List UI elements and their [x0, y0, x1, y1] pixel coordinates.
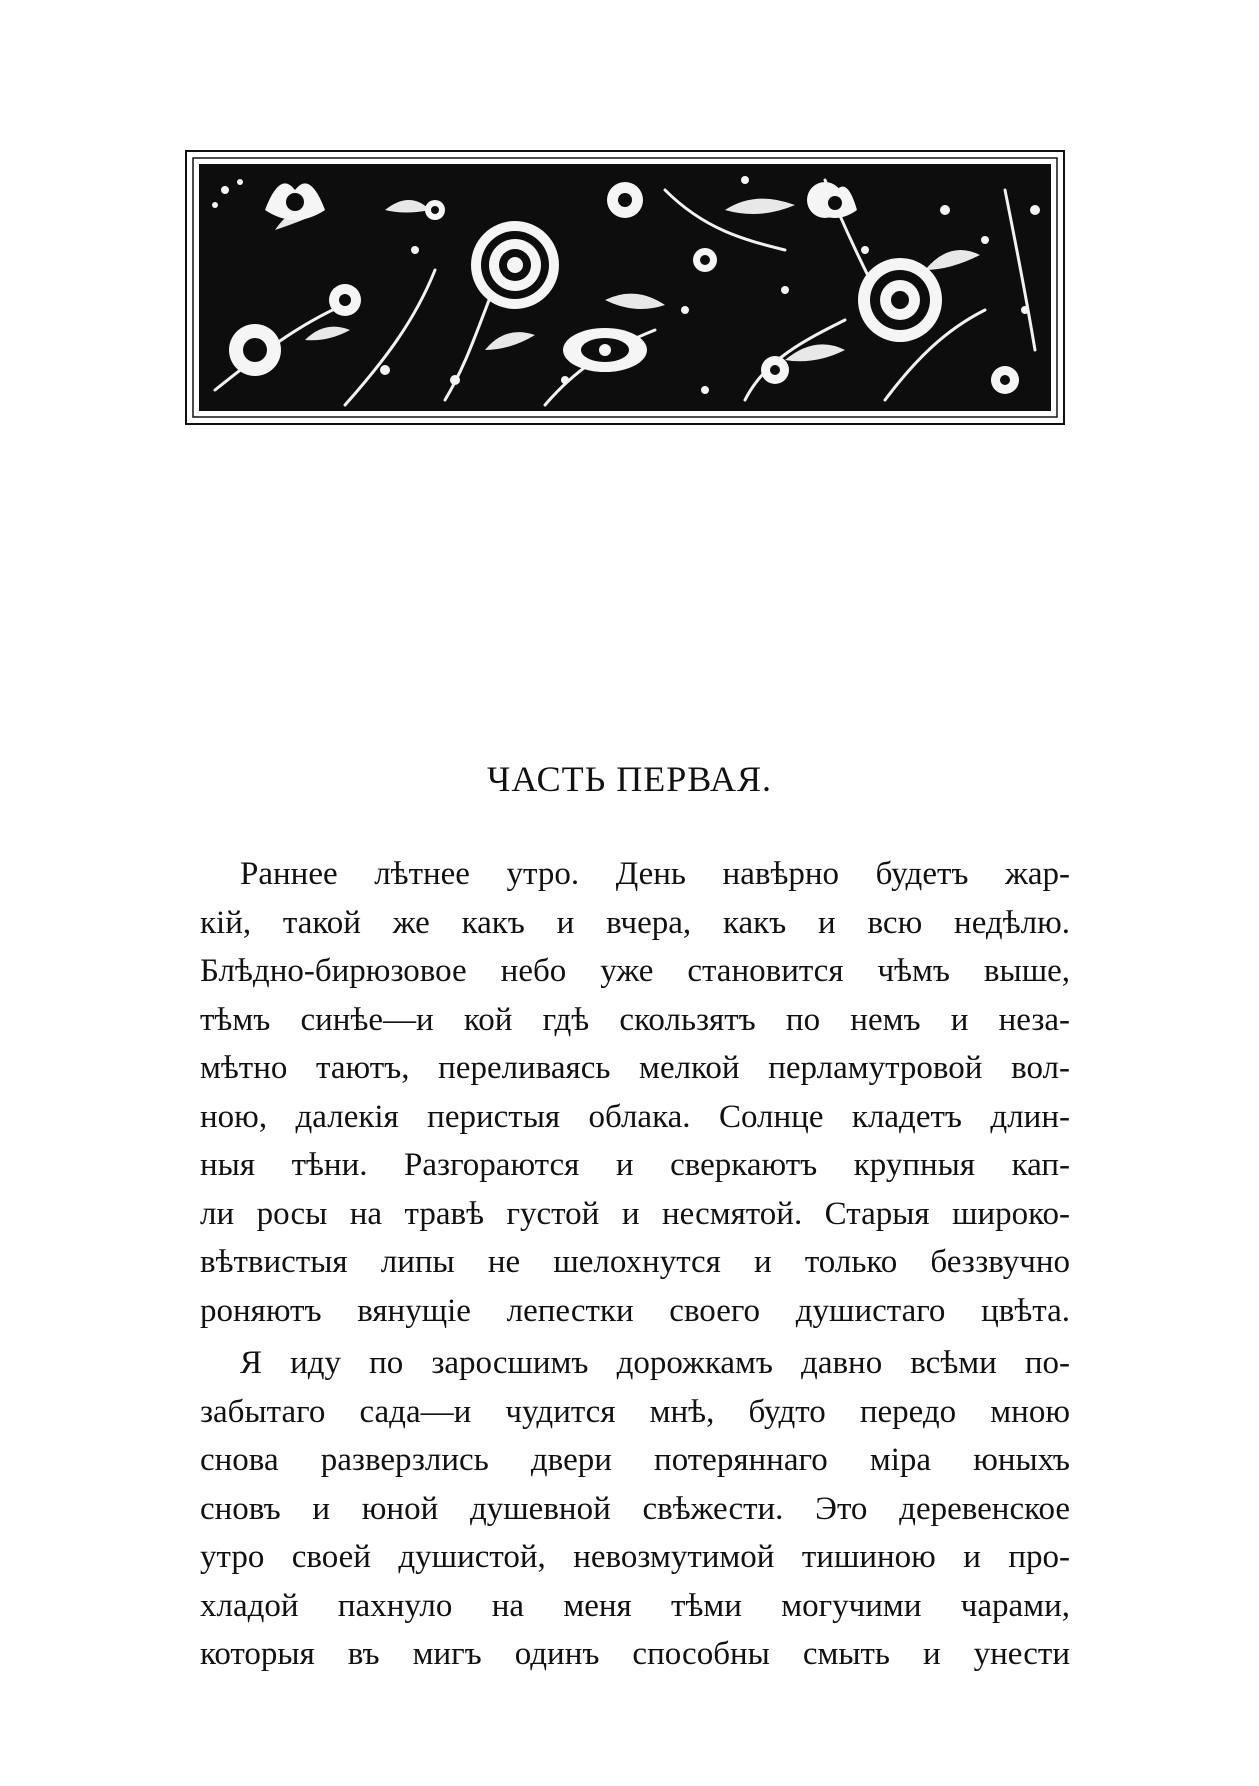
text-line: ною, далекія перистыя облака. Солнце кладетъ длин- — [200, 1098, 1070, 1135]
text-line: Я иду по заросшимъ дорожкамъ давно всѣми по- — [240, 1345, 1070, 1381]
chapter-title: ЧАСТЬ ПЕРВАЯ. — [486, 759, 773, 799]
text-line: которыя въ мигъ одинъ способны смыть и унести — [200, 1636, 1070, 1672]
text-line: кій, такой же какъ и вчера, какъ и всю недѣлю. — [200, 904, 1070, 941]
text-line: сновъ и юной душевной свѣжести. Это деревенское — [200, 1490, 1070, 1527]
paragraph-1 — [200, 850, 1070, 1335]
text-line: Блѣдно-бирюзовое небо уже становится чѣмъ выше, — [200, 953, 1070, 989]
text-line: Раннее лѣтнее утро. День навѣрно будетъ жар- — [240, 856, 1070, 892]
text-line: хладой пахнуло на меня тѣми могучими чарами, — [200, 1587, 1070, 1624]
text-line: снова разверзлись двери потеряннаго міра юныхъ — [200, 1442, 1070, 1478]
text-line: вѣтвистыя липы не шелохнутся и только беззвучно — [200, 1244, 1070, 1280]
text-line: мѣтно таютъ, переливаясь мелкой перламутровой вол- — [200, 1050, 1070, 1086]
paragraph-2 — [200, 1339, 1070, 1679]
floral-headpiece-ornament — [185, 150, 1065, 425]
text-line: ныя тѣни. Разгораются и сверкаютъ крупныя кап- — [200, 1147, 1070, 1183]
text-line: ли росы на травѣ густой и несмятой. Старыя широко- — [200, 1195, 1070, 1232]
text-line: тѣмъ синѣе—и кой гдѣ скользятъ по немъ и неза- — [200, 1001, 1070, 1038]
text-line: забытаго сада—и чудится мнѣ, будто передо мною — [200, 1393, 1070, 1430]
text-line: утро своей душистой, невозмутимой тишиною и про- — [200, 1539, 1070, 1575]
text-line: роняютъ вянущіе лепестки своего душистаго цвѣта. — [200, 1292, 1070, 1329]
body-text — [200, 850, 1070, 1679]
floral-ornament-illustration — [185, 150, 1065, 425]
